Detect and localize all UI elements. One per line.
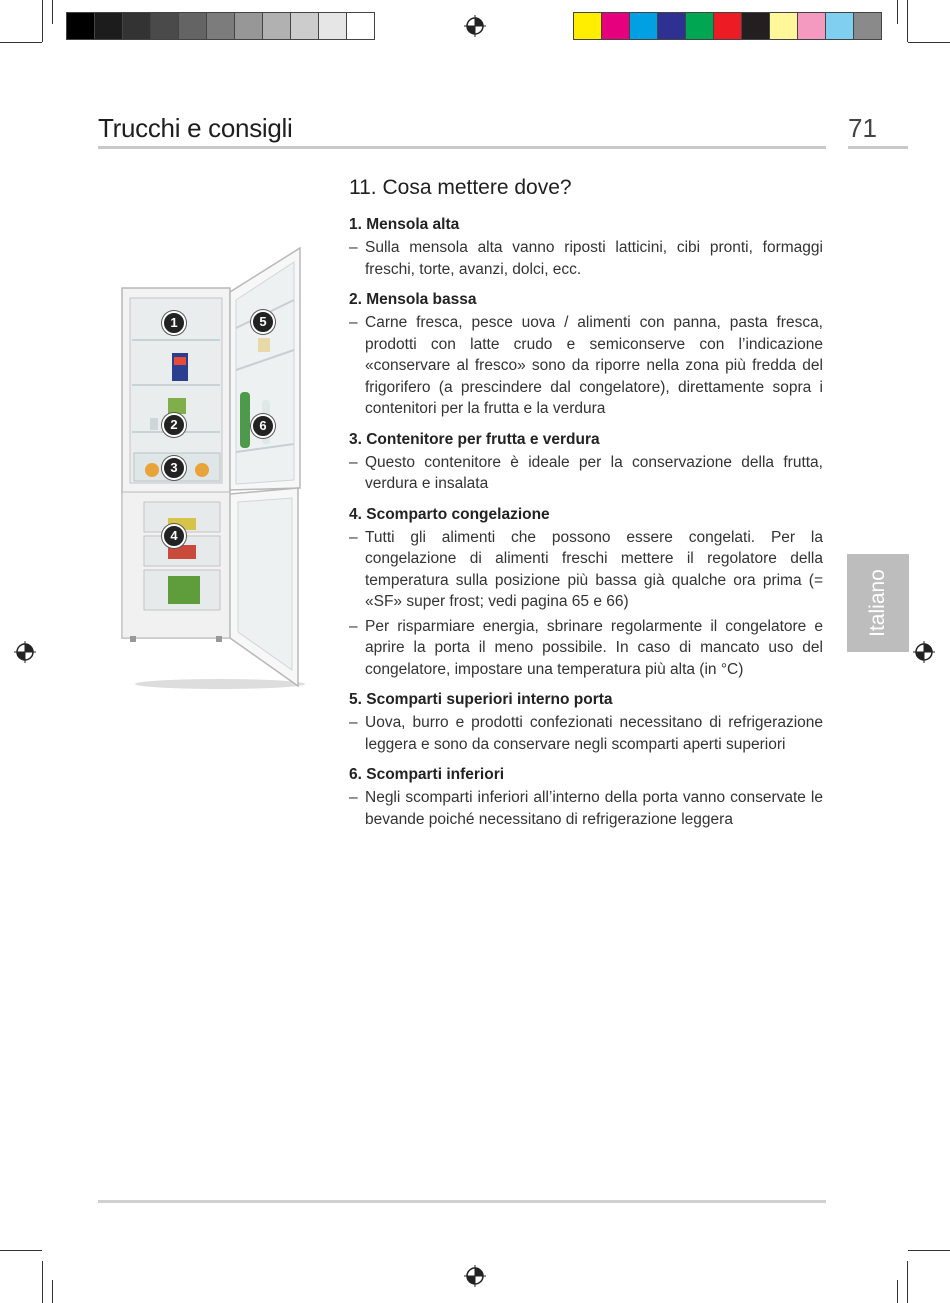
bullet-dash: – <box>349 789 358 806</box>
calibration-swatch <box>629 12 658 40</box>
calibration-swatch <box>318 12 347 40</box>
calibration-swatch <box>178 12 207 40</box>
item-heading: 4. Scomparto congelazione <box>349 505 550 523</box>
fridge-image <box>110 240 310 690</box>
calibration-swatch <box>346 12 375 40</box>
bullet-paragraph <box>349 452 823 495</box>
bullet-text: Tutti gli alimenti che possono essere congelati. Per la congelazione di alimenti freschi mettere il regolatore della temperatura sulla posizione più bassa già qualche ora prima (= «SF» super frost; vedi pagina 65 e 66) <box>365 528 823 610</box>
calibration-swatch <box>713 12 742 40</box>
bullet-text: Per risparmiare energia, sbrinare regolarmente il congelatore e aprire la porta il meno possibile. In caso di mancato uso del congelatore, impostare una temperatura più alta (in °C) <box>365 617 823 678</box>
main-content <box>349 176 823 839</box>
list-item <box>349 689 823 755</box>
language-tab-label: Italiano <box>866 569 889 637</box>
callout-badge-4: 4 <box>162 524 186 548</box>
bullet-paragraph <box>349 787 823 830</box>
item-heading: 5. Scomparti superiori interno porta <box>349 691 613 708</box>
bullet-text: Negli scomparti inferiori all’interno della porta vanno conservate le bevande poiché necessitano di refrigerazione leggera <box>365 789 823 828</box>
calibration-swatch <box>853 12 882 40</box>
list-item <box>349 429 823 495</box>
bullet-text: Questo contenitore è ideale per la conservazione della frutta, verdura e insalata <box>365 453 823 492</box>
page-title: Trucchi e consigli <box>98 113 293 143</box>
calibration-swatch <box>290 12 319 40</box>
bullet-paragraph <box>349 616 823 681</box>
registration-mark-icon <box>464 1265 486 1287</box>
callout-badge-1: 1 <box>162 311 186 335</box>
list-item <box>349 764 823 830</box>
page-number: 71 <box>848 113 877 143</box>
item-heading: 1. Mensola alta <box>349 216 460 233</box>
calibration-swatch <box>66 12 95 40</box>
language-tab <box>847 554 909 652</box>
bullet-dash: – <box>349 528 358 546</box>
bullet-dash: – <box>349 714 358 731</box>
bullet-paragraph <box>349 712 823 755</box>
calibration-swatch <box>825 12 854 40</box>
callout-badge-6: 6 <box>251 414 275 438</box>
bullet-text: Uova, burro e prodotti confezionati necessitano di refrigerazione leggera e sono da conservare negli scomparti aperti superiori <box>365 714 823 753</box>
item-heading: 3. Contenitore per frutta e verdura <box>349 430 600 448</box>
bullet-text: Carne fresca, pesce uova / alimenti con panna, pasta fresca, prodotti con latte crudo e semiconserve con l’indicazione «conservare al fresco» sono da riporre nella zona più fredda del frigorifero (a prescindere dal congelatore), direttamente sopra i contenitori per la frutta e la verdura <box>365 314 823 417</box>
calibration-swatch <box>657 12 686 40</box>
registration-mark-icon <box>464 15 486 37</box>
callout-badge-3: 3 <box>162 456 186 480</box>
calibration-swatch <box>122 12 151 40</box>
item-heading: 2. Mensola bassa <box>349 291 477 308</box>
callout-badge-5: 5 <box>251 310 275 334</box>
fridge-illustration <box>110 240 310 690</box>
bullet-dash: – <box>349 314 358 331</box>
header-divider <box>98 146 826 149</box>
callout-badge-2: 2 <box>162 413 186 437</box>
calibration-swatch <box>150 12 179 40</box>
calibration-swatch <box>741 12 770 40</box>
bullet-dash: – <box>349 617 358 635</box>
list-item <box>349 504 823 681</box>
bullet-paragraph <box>349 237 823 280</box>
calibration-swatch <box>94 12 123 40</box>
calibration-swatch <box>262 12 291 40</box>
calibration-swatch <box>234 12 263 40</box>
list-item <box>349 289 823 420</box>
bullet-dash: – <box>349 453 358 471</box>
bullet-paragraph <box>349 527 823 613</box>
calibration-swatch <box>573 12 602 40</box>
registration-mark-icon <box>913 641 935 663</box>
item-heading: 6. Scomparti inferiori <box>349 766 505 783</box>
footer-divider <box>98 1200 826 1203</box>
registration-mark-icon <box>14 641 36 663</box>
calibration-swatch <box>769 12 798 40</box>
bullet-dash: – <box>349 239 358 256</box>
calibration-swatch <box>797 12 826 40</box>
page-number-divider <box>848 146 908 149</box>
bullet-text: Sulla mensola alta vanno riposti latticini, cibi pronti, formaggi freschi, torte, avanzi, dolci, ecc. <box>365 239 823 278</box>
calibration-swatch <box>206 12 235 40</box>
list-item <box>349 214 823 280</box>
section-title: 11. Cosa mettere dove? <box>349 176 572 199</box>
calibration-swatch <box>685 12 714 40</box>
bullet-paragraph <box>349 312 823 420</box>
calibration-swatch <box>601 12 630 40</box>
